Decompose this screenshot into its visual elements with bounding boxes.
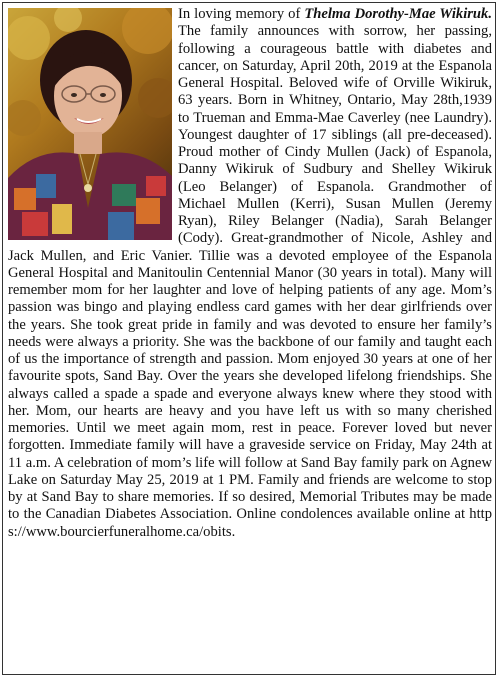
obituary-body: The family announces with sorrow, her passing, following a courageous battle with diabetes and cancer, on Saturday, April 20th, 2019 at the Espanola General Hospital. Beloved wife of Orville Wikiruk, 63 years. Born in Whitney, Ontario, May 28th,1939 to Trueman and Emma-Mae Caverley (nee Laundry). Youngest daughter of 17 siblings (all pre-deceased). Proud mother of Cindy Mullen (Jack) of Espanola, Danny Wikiruk of Sudbury and Shelley Wikiruk (Leo Belanger) of Espanola. Grandmother of Michael Mullen (Kerri), Susan Mullen (Jeremy Ryan), Riley Belanger (Nadia), Sarah Belanger (Cody). Great-grandmother of Nicole, Ashley and Jack Mullen, and Eric Vanier. Tillie was a devoted employee of the Espanola General Hospital and Manitoulin Centennial Manor (30 years in total). Many will remember mom for her laughter and love of helping patients of any age. Mom’s passion was bingo and playing endless card games with her dear girlfriends over the years. She took great pride in family and was devoted to ensure her family’s needs were always a priority. She was the backbone of our family and taught each of us the importance of strength and passion. Mom enjoyed 30 years at one of her favourite spots, Sand Bay. Over the years she developed lifelong friendships. She always called a spade a spade and everyone always knew where they stood with her. Mom, our hearts are heavy and you have left us with so many cherished memories. Until we meet again mom, rest in peace. Forever loved but never forgotten. Immediate family will have a graveside service on Friday, May 24th at 11 a.m. A celebration of mom’s life will follow at Sand Bay family park on Agnew Lake on Saturday May 25, 2019 at 1 PM. Family and friends are welcome to stop by at Sand Bay to share memories. If so desired, Memorial Tributes may be made to the Canadian Diabetes Association. Online condolences available online at [8, 23, 492, 523]
condolences-url: https://www.bourcierfuneralhome.ca/obits. [8, 506, 492, 540]
deceased-name: Thelma Dorothy-Mae Wikiruk. [304, 6, 492, 22]
obituary-intro: In loving memory of [178, 6, 305, 22]
photo-float-spacer [8, 6, 178, 242]
obituary-text [8, 6, 492, 541]
